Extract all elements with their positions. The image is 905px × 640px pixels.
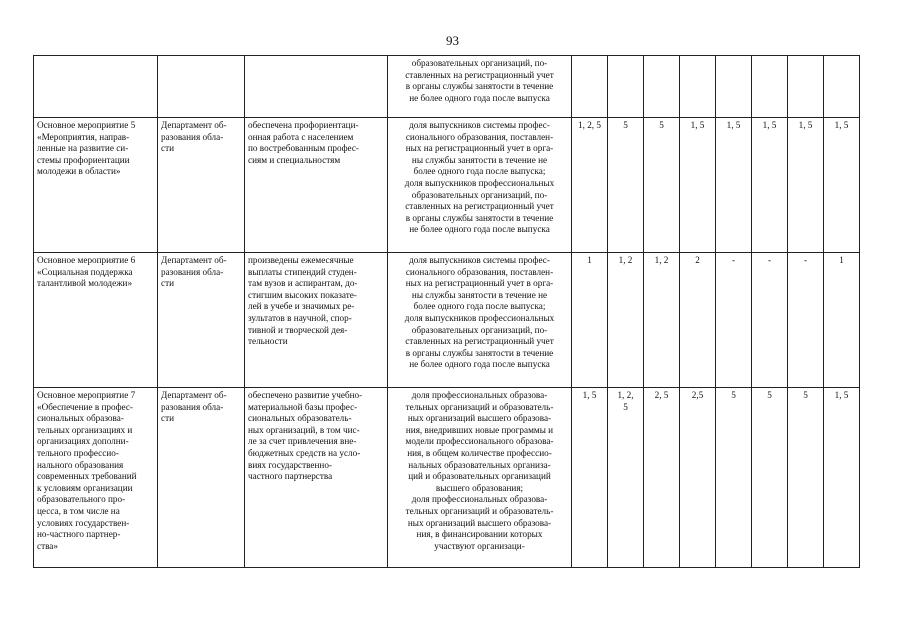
value-cell: 2,5 [680,388,716,568]
table-row [34,388,860,568]
measure-cell: Основное мероприятие 7 «Обеспечение в профес- сиональных образова- тельных организациях и организациях дополни- тельного профессио- нального образования современных требований к условиям организации образовательного про- цесса, в том числе на условиях государствен- но-частного партнер- ства» [34,388,158,568]
value-cell [572,56,608,118]
value-cell [752,56,788,118]
value-cell: 5 [788,388,824,568]
value-cell: 2, 5 [644,388,680,568]
result-cell [245,56,388,118]
value-cell [716,56,752,118]
table-row [34,56,860,118]
measures-table [33,55,860,568]
value-cell: 5 [752,388,788,568]
value-cell: 1, 5 [572,388,608,568]
executor-cell: Департамент об- разования обла- сти [158,118,245,253]
measure-cell: Основное мероприятие 5 «Мероприятия, направ- ленные на развитие си- стемы профориентации молодежи в области» [34,118,158,253]
measure-cell: Основное мероприятие 6 «Социальная поддержка талантливой молодежи» [34,253,158,388]
value-cell: 2 [680,253,716,388]
value-cell: 1 [824,253,860,388]
page-number: 93 [446,33,459,48]
executor-cell [158,56,245,118]
value-cell: 1 [572,253,608,388]
value-cell: 1, 5 [824,118,860,253]
indicator-cell: образовательных организаций, по- ставленных на регистрационный учет в органы службы занятости в течение не более одного года после выпуска [388,56,572,118]
executor-cell: Департамент об- разования обла- сти [158,388,245,568]
value-cell: 1, 5 [716,118,752,253]
value-cell [788,56,824,118]
indicator-cell: доля выпускников системы профес- сионального образования, поставлен- ных на регистрационный учет в орга- ны службы занятости в течение не более одного года после выпуска; доля выпускников профессиональных образовательных организаций, по- ставленных на регистрационный учет в органы службы занятости в течение не более одного года после выпуска [388,253,572,388]
result-cell: обеспечено развитие учебно- материальной базы профес- сиональных образователь- ных организаций, в том чис- ле за счет привлечения вне- бюджетных средств на усло- виях государственно- частного партнерства [245,388,388,568]
result-cell: произведены ежемесячные выплаты стипендий студен- там вузов и аспирантам, до- стигшим высоких показате- лей в учебе и значимых ре- зультатов в научной, спор- тивной и творческой дея- тельности [245,253,388,388]
value-cell: - [788,253,824,388]
table-row [34,118,860,253]
indicator-cell: доля профессиональных образова- тельных организаций и образователь- ных организаций высшего образова- ния, внедривших новые программы и модели профессионального образова- ния, в общем количестве профессио- нальных образовательных организа- ций и образовательных организаций высшего образования; доля профессиональных образова- тельных организаций и образователь- ных организаций высшего образова- ния, в финансировании которых участвуют организаци- [388,388,572,568]
value-cell [680,56,716,118]
value-cell: 1, 2, 5 [608,388,644,568]
value-cell: 1, 2 [608,253,644,388]
indicator-cell: доля выпускников системы профес- сионального образования, поставлен- ных на регистрационный учет в орга- ны службы занятости в течение не более одного года после выпуска; доля выпускников профессиональных образовательных организаций, по- ставленных на регистрационный учет в органы службы занятости в течение не более одного года после выпуска [388,118,572,253]
value-cell: 5 [644,118,680,253]
executor-cell: Департамент об- разования обла- сти [158,253,245,388]
value-cell [608,56,644,118]
value-cell: - [716,253,752,388]
value-cell [824,56,860,118]
table-row [34,253,860,388]
value-cell: - [752,253,788,388]
value-cell: 1, 5 [788,118,824,253]
value-cell: 1, 5 [680,118,716,253]
value-cell: 1, 5 [824,388,860,568]
value-cell: 1, 5 [752,118,788,253]
value-cell: 5 [716,388,752,568]
result-cell: обеспечена профориентаци- онная работа с населением по востребованным профес- сиям и специальностям [245,118,388,253]
value-cell: 5 [608,118,644,253]
value-cell: 1, 2 [644,253,680,388]
measure-cell [34,56,158,118]
value-cell [644,56,680,118]
value-cell: 1, 2, 5 [572,118,608,253]
